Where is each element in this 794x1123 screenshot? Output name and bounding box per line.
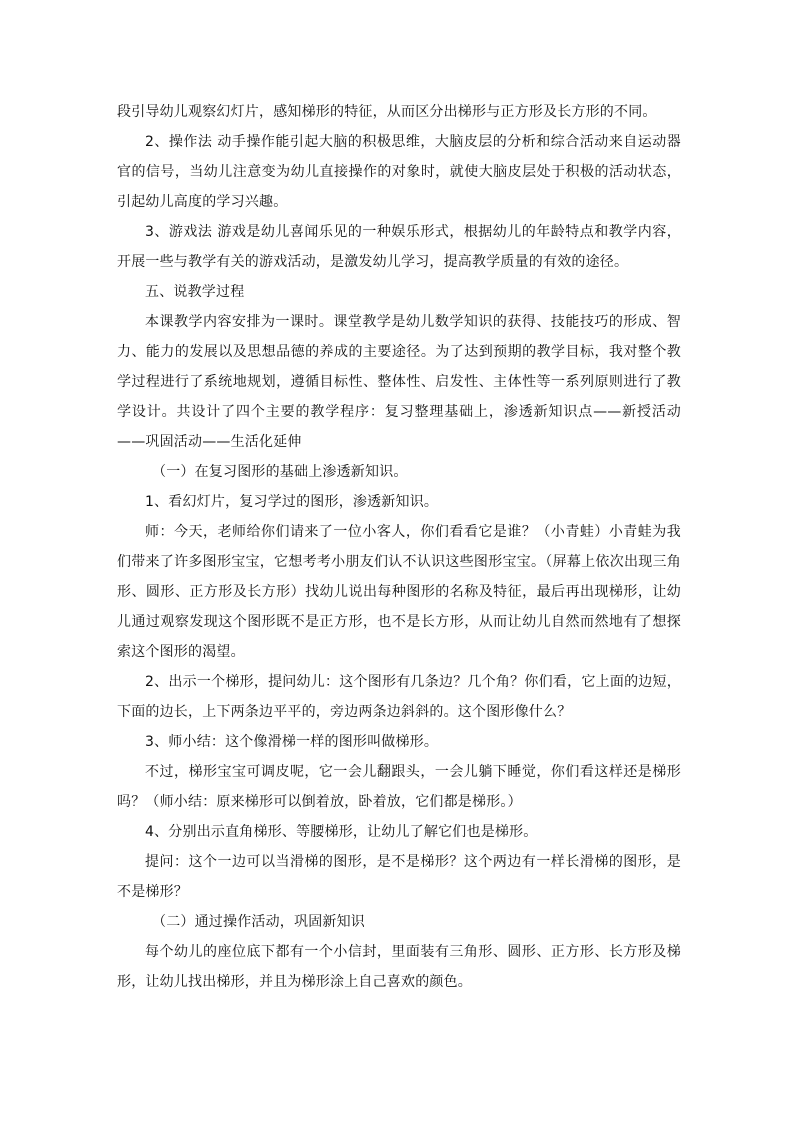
paragraph-game-method: 3、游戏法 游戏是幼儿喜闻乐见的一种娱乐形式，根据幼儿的年龄特点和教学内容，开展一些与教学有关的游戏活动，是激发幼儿学习，提高教学质量的有效的途径。	[117, 224, 681, 270]
section-heading-teaching-process: 五、说教学过程	[145, 284, 245, 300]
subheading-operation-activity: （二）通过操作活动，巩固新知识	[152, 914, 365, 930]
document-body	[117, 97, 681, 997]
paragraph-question: 提问：这个一边可以当滑梯的图形，是不是梯形？这个两边有一样长滑梯的图形，是不是梯形？	[117, 854, 681, 900]
paragraph-step-3: 3、师小结：这个像滑梯一样的图形叫做梯形。	[145, 734, 439, 750]
subheading-review-shapes: （一）在复习图形的基础上渗透新知识。	[152, 464, 408, 480]
paragraph-observe-slides: 段引导幼儿观察幻灯片，感知梯形的特征，从而区分出梯形与正方形及长方形的不同。	[117, 104, 657, 120]
paragraph-teacher-intro: 师：今天，老师给你们请来了一位小客人，你们看看它是谁？（小青蛙）小青蛙为我们带来了许多图形宝宝，它想考考小朋友们认不认识这些图形宝宝。（屏幕上依次出现三角形、圆形、正方形及长方形）找幼儿说出每种图形的名称及特征，最后再出现梯形，让幼儿通过观察发现这个图形既不是正方形，也不是长方形，从而让幼儿自然而然地有了想探索这个图形的渴望。	[117, 524, 681, 660]
paragraph-step-1: 1、看幻灯片，复习学过的图形，渗透新知识。	[145, 494, 439, 510]
paragraph-step-2: 2、出示一个梯形，提问幼儿：这个图形有几条边？几个角？你们看，它上面的边短，下面的边长，上下两条边平平的，旁边两条边斜斜的。这个图形像什么？	[117, 674, 681, 720]
paragraph-envelope-activity: 每个幼儿的座位底下都有一个小信封，里面装有三角形、圆形、正方形、长方形及梯形，让幼儿找出梯形，并且为梯形涂上自己喜欢的颜色。	[117, 944, 681, 990]
paragraph-step-4: 4、分别出示直角梯形、等腰梯形，让幼儿了解它们也是梯形。	[145, 824, 538, 840]
paragraph-operation-method: 2、操作法 动手操作能引起大脑的积极思维，大脑皮层的分析和综合活动来自运动器官的信号，当幼儿注意变为幼儿直接操作的对象时，就使大脑皮层处于积极的活动状态，引起幼儿高度的学习兴趣。	[117, 134, 681, 210]
paragraph-trapezoid-playful: 不过，梯形宝宝可调皮呢，它一会儿翻跟头，一会儿躺下睡觉，你们看这样还是梯形吗？（师小结：原来梯形可以倒着放，卧着放，它们都是梯形。）	[117, 764, 681, 810]
paragraph-lesson-overview: 本课教学内容安排为一课时。课堂教学是幼儿数学知识的获得、技能技巧的形成、智力、能力的发展以及思想品德的养成的主要途径。为了达到预期的教学目标，我对整个教学过程进行了系统地规划，遵循目标性、整体性、启发性、主体性等一系列原则进行了教学设计。共设计了四个主要的教学程序：复习整理基础上，渗透新知识点——新授活动——巩固活动——生活化延伸	[117, 314, 681, 450]
